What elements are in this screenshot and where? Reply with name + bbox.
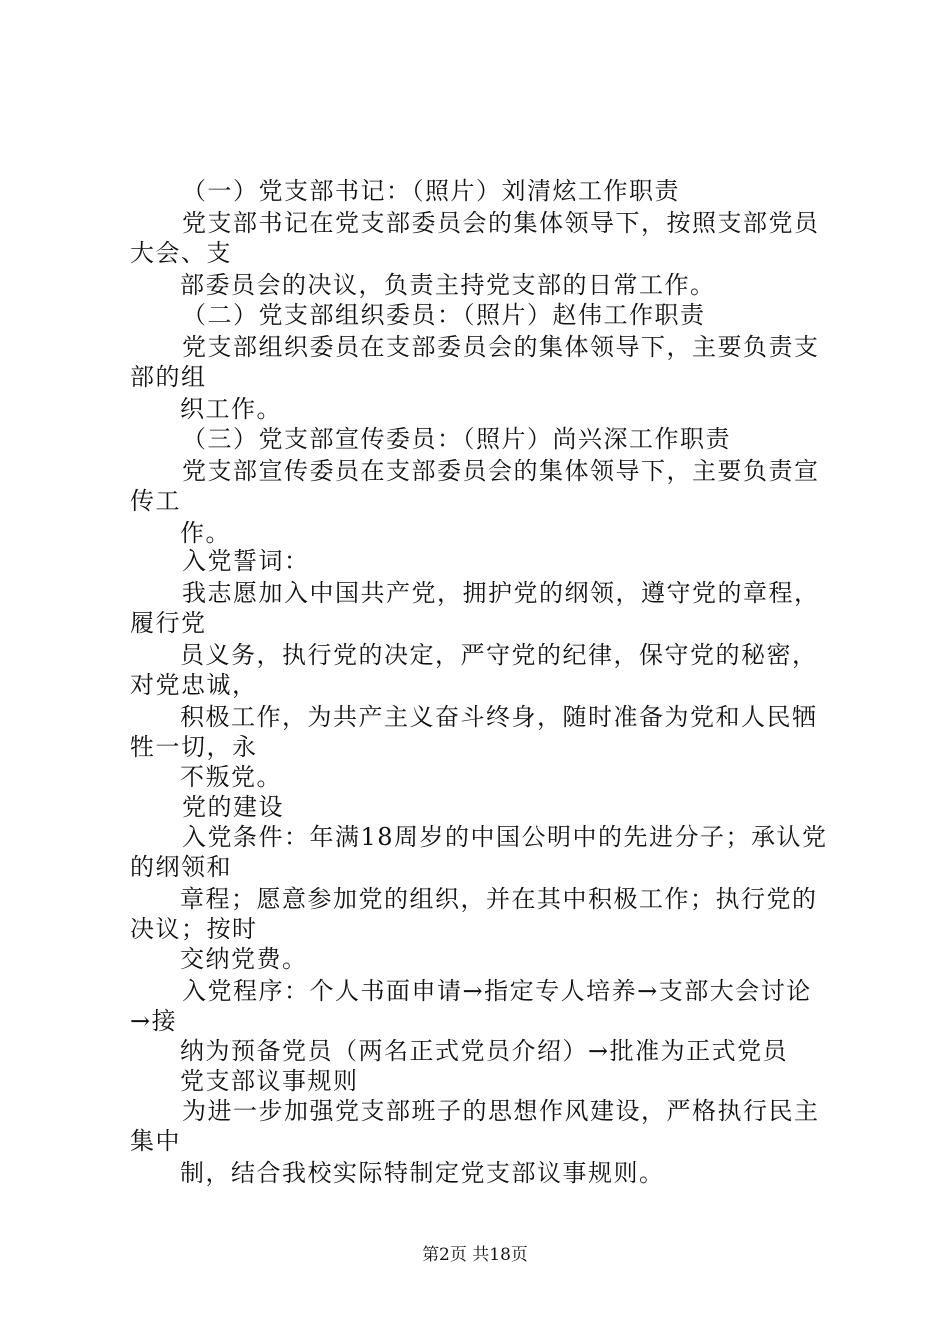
paragraph-line: 对党忠诚， <box>130 671 258 699</box>
paragraph-line: 传工 <box>130 487 181 515</box>
heading-rules: 党支部议事规则 <box>180 1067 359 1095</box>
paragraph-line: 不叛党。 <box>180 763 282 791</box>
paragraph-line: 员义务，执行党的决定，严守党的纪律，保守党的秘密， <box>180 641 818 669</box>
paragraph-line: 入党程序：个人书面申请→指定专人培养→支部大会讨论 <box>182 977 812 1005</box>
paragraph-line: 履行党 <box>130 609 207 637</box>
paragraph-line: 的纲领和 <box>130 853 232 881</box>
paragraph-line: 党支部宣传委员在支部委员会的集体领导下，主要负责宣 <box>182 457 820 485</box>
paragraph-line: 党支部组织委员在支部委员会的集体领导下，主要负责支 <box>182 333 820 361</box>
heading-secretary: （一）党支部书记：（照片）刘清炫工作职责 <box>182 177 680 205</box>
paragraph-line: 入党条件：年满18周岁的中国公明中的先进分子；承认党 <box>182 823 828 851</box>
paragraph-line: 大会、支 <box>130 239 232 267</box>
heading-party-building: 党的建设 <box>182 793 284 821</box>
paragraph-line: 集中 <box>130 1127 181 1155</box>
paragraph-line: 牲一切，永 <box>130 733 258 761</box>
paragraph-line: →接 <box>130 1007 178 1035</box>
paragraph-line: 决议；按时 <box>130 915 258 943</box>
paragraph-line: 党支部书记在党支部委员会的集体领导下，按照支部党员 <box>182 209 820 237</box>
paragraph-line: 章程；愿意参加党的组织，并在其中积极工作；执行党的 <box>180 885 818 913</box>
paragraph-line: 纳为预备党员（两名正式党员介绍）→批准为正式党员 <box>180 1037 789 1065</box>
paragraph-line: 积极工作，为共产主义奋斗终身，随时准备为党和人民牺 <box>180 703 818 731</box>
paragraph-line: 织工作。 <box>180 395 282 423</box>
paragraph-line: 我志愿加入中国共产党，拥护党的纲领，遵守党的章程， <box>182 579 820 607</box>
heading-publicity: （三）党支部宣传委员：（照片）尚兴深工作职责 <box>182 425 731 453</box>
paragraph-line: 交纳党费。 <box>180 945 308 973</box>
paragraph-line: 作。 <box>180 519 231 547</box>
heading-oath: 入党誓词： <box>182 547 310 575</box>
paragraph-line: 部的组 <box>130 363 207 391</box>
page-footer: 第2页 共18页 <box>422 1245 528 1265</box>
paragraph-line: 制，结合我校实际特制定党支部议事规则。 <box>180 1159 665 1187</box>
heading-organization: （二）党支部组织委员：（照片）赵伟工作职责 <box>182 301 706 329</box>
paragraph-line: 为进一步加强党支部班子的思想作风建设，严格执行民主 <box>182 1097 820 1125</box>
paragraph-line: 部委员会的决议，负责主持党支部的日常工作。 <box>180 271 716 299</box>
